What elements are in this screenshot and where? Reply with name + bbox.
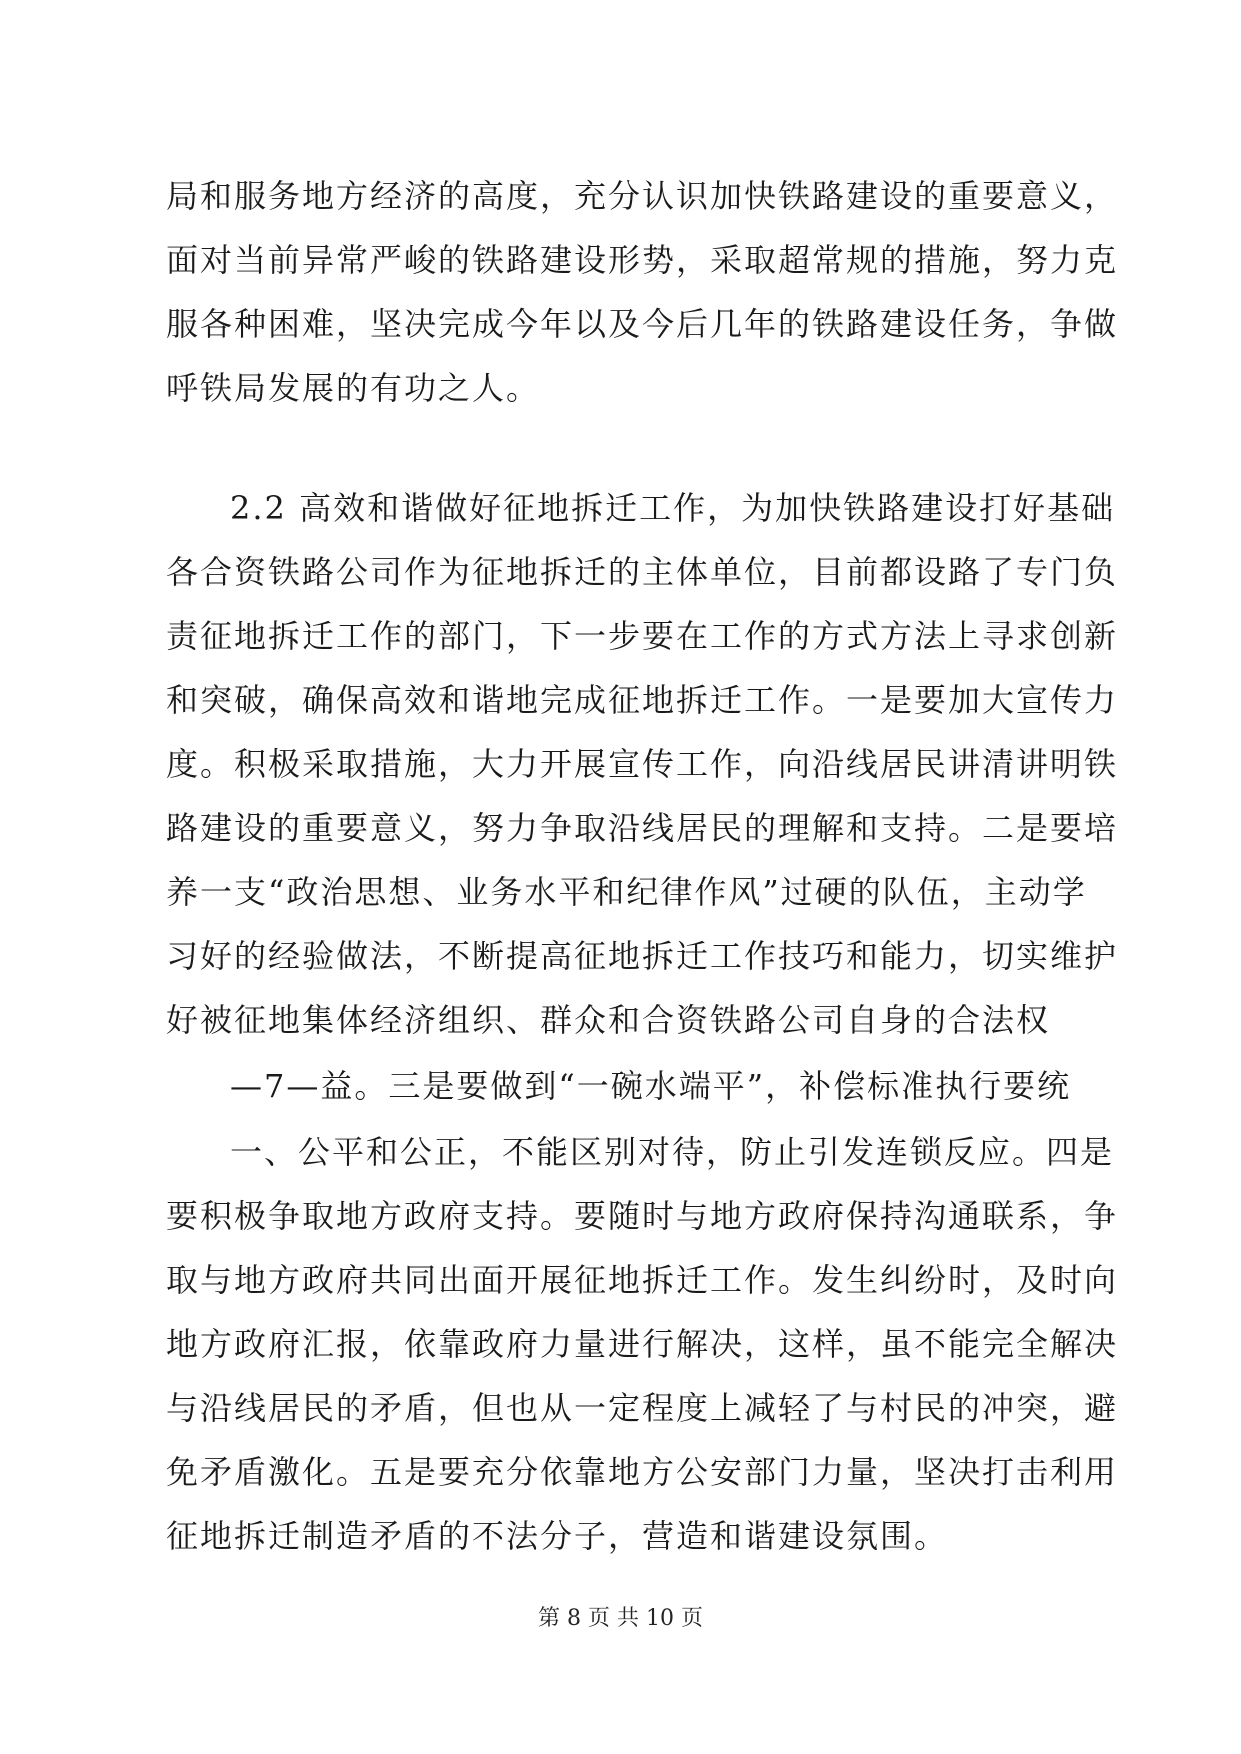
body-text-line: 服各种困难，坚决完成今年以及今后几年的铁路建设任务，争做 xyxy=(166,305,1119,343)
body-text-line: 免矛盾激化。五是要充分依靠地方公安部门力量，坚决打击利用 xyxy=(166,1453,1119,1491)
section-heading: 2.2 高效和谐做好征地拆迁工作，为加快铁路建设打好基础 xyxy=(230,489,1116,527)
body-text-line: 好被征地集体经济组织、群众和合资铁路公司自身的合法权 xyxy=(166,1001,1051,1039)
body-text-line: —7—益。三是要做到“一碗水端平”，补偿标准执行要统 xyxy=(230,1067,1072,1105)
body-text-line: 征地拆迁制造矛盾的不法分子，营造和谐建设氛围。 xyxy=(166,1517,949,1555)
body-text-line: 地方政府汇报，依靠政府力量进行解决，这样，虽不能完全解决 xyxy=(166,1325,1119,1363)
body-text-line: 取与地方政府共同出面开展征地拆迁工作。发生纠纷时，及时向 xyxy=(166,1261,1119,1299)
body-text-line: 路建设的重要意义，努力争取沿线居民的理解和支持。二是要培 xyxy=(166,809,1119,847)
body-text-line: 责征地拆迁工作的部门，下一步要在工作的方式方法上寻求创新 xyxy=(166,617,1119,655)
body-text-line: 度。积极采取措施，大力开展宣传工作，向沿线居民讲清讲明铁 xyxy=(166,745,1119,783)
body-text-line: 一、公平和公正，不能区别对待，防止引发连锁反应。四是 xyxy=(230,1133,1115,1171)
body-text-line: 习好的经验做法，不断提高征地拆迁工作技巧和能力，切实维护 xyxy=(166,937,1119,975)
body-text-line: 面对当前异常严峻的铁路建设形势，采取超常规的措施，努力克 xyxy=(166,241,1119,279)
body-text-line: 要积极争取地方政府支持。要随时与地方政府保持沟通联系，争 xyxy=(166,1197,1119,1235)
body-text-line: 局和服务地方经济的高度，充分认识加快铁路建设的重要意义， xyxy=(166,177,1119,215)
body-text-line: 和突破，确保高效和谐地完成征地拆迁工作。一是要加大宣传力 xyxy=(166,681,1119,719)
body-text-line: 与沿线居民的矛盾，但也从一定程度上减轻了与村民的冲突，避 xyxy=(166,1389,1119,1427)
body-text-line: 养一支“政治思想、业务水平和纪律作风”过硬的队伍，主动学 xyxy=(166,873,1087,911)
body-text-line: 各合资铁路公司作为征地拆迁的主体单位，目前都设路了专门负 xyxy=(166,553,1119,591)
page-number-footer: 第 8 页 共 10 页 xyxy=(538,1606,703,1631)
body-text-line: 呼铁局发展的有功之人。 xyxy=(166,369,541,407)
